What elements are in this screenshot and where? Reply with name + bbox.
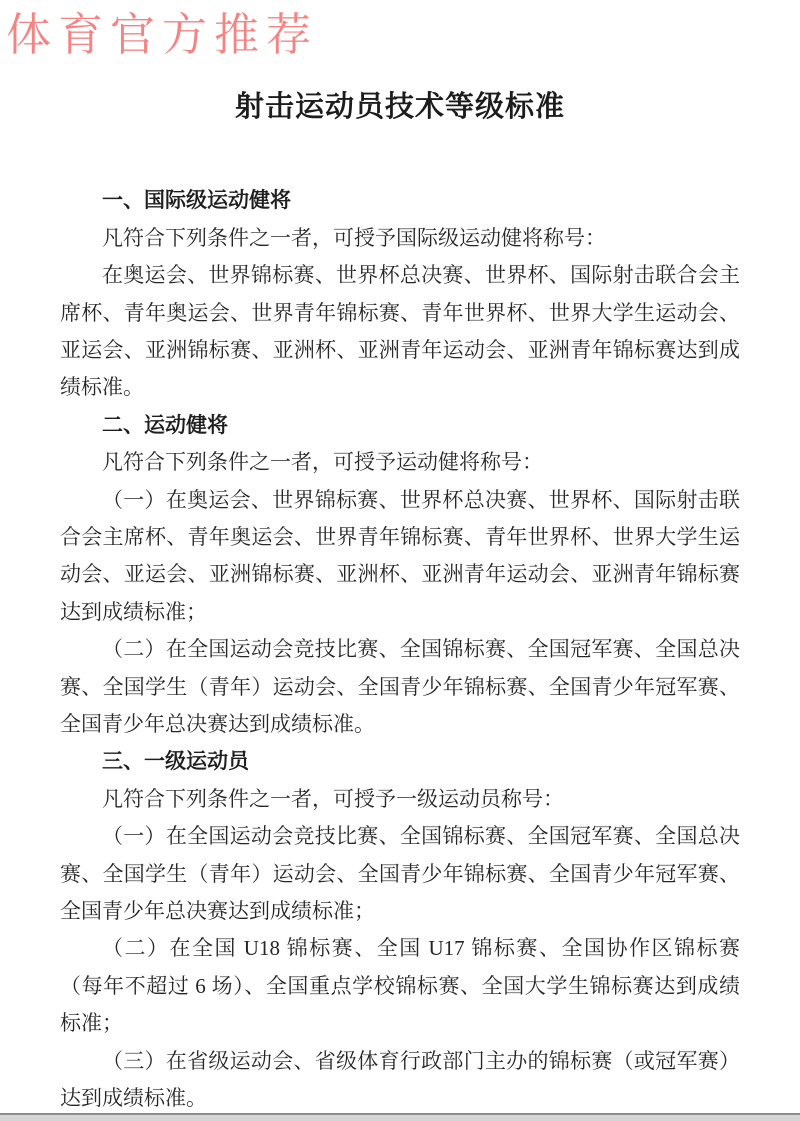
section-intro: 凡符合下列条件之一者，可授予运动健将称号： xyxy=(102,450,543,475)
paragraph: 在奥运会、世界锦标赛、世界杯总决赛、世界杯、国际射击联合会主席杯、青年奥运会、世界青年锦标赛、青年世界杯、世界大学生运动会、亚运会、亚洲锦标赛、亚洲杯、亚洲青年运动会、亚洲青年锦标赛达到成绩标准。 xyxy=(60,263,740,400)
paragraph: （二）在全国运动会竞技比赛、全国锦标赛、全国冠军赛、全国总决赛、全国学生（青年）运动会、全国青少年锦标赛、全国青少年冠军赛、全国青少年总决赛达到成绩标准。 xyxy=(60,637,740,737)
paragraph: （一）在奥运会、世界锦标赛、世界杯总决赛、世界杯、国际射击联合会主席杯、青年奥运会、世界青年锦标赛、青年世界杯、世界大学生运动会、亚运会、亚洲锦标赛、亚洲杯、亚洲青年运动会、亚洲青年锦标赛达到成绩标准； xyxy=(60,487,740,624)
section-heading: 二、运动健将 xyxy=(102,413,228,437)
section-heading: 三、一级运动员 xyxy=(102,750,249,774)
document-title: 射击运动员技术等级标准 xyxy=(234,91,565,123)
section-heading: 一、国际级运动健将 xyxy=(102,189,291,213)
document-body xyxy=(60,182,740,1117)
section-international-master xyxy=(60,182,740,406)
page-bottom-edge xyxy=(0,1113,800,1121)
watermark: 体育官方推荐 xyxy=(6,10,319,60)
paragraph: （三）在省级运动会、省级体育行政部门主办的锦标赛（或冠军赛）达到成绩标准。 xyxy=(60,1048,740,1111)
paragraph: （二）在全国 U18 锦标赛、全国 U17 锦标赛、全国协作区锦标赛（每年不超过 6 场）、全国重点学校锦标赛、全国大学生锦标赛达到成绩标准； xyxy=(60,936,740,1036)
section-master xyxy=(60,407,740,744)
paragraph: （一）在全国运动会竞技比赛、全国锦标赛、全国冠军赛、全国总决赛、全国学生（青年）运动会、全国青少年锦标赛、全国青少年冠军赛、全国青少年总决赛达到成绩标准； xyxy=(60,824,740,924)
section-intro: 凡符合下列条件之一者，可授予国际级运动健将称号： xyxy=(102,225,606,250)
section-intro: 凡符合下列条件之一者，可授予一级运动员称号： xyxy=(102,786,564,811)
section-first-class-athlete xyxy=(60,743,740,1117)
